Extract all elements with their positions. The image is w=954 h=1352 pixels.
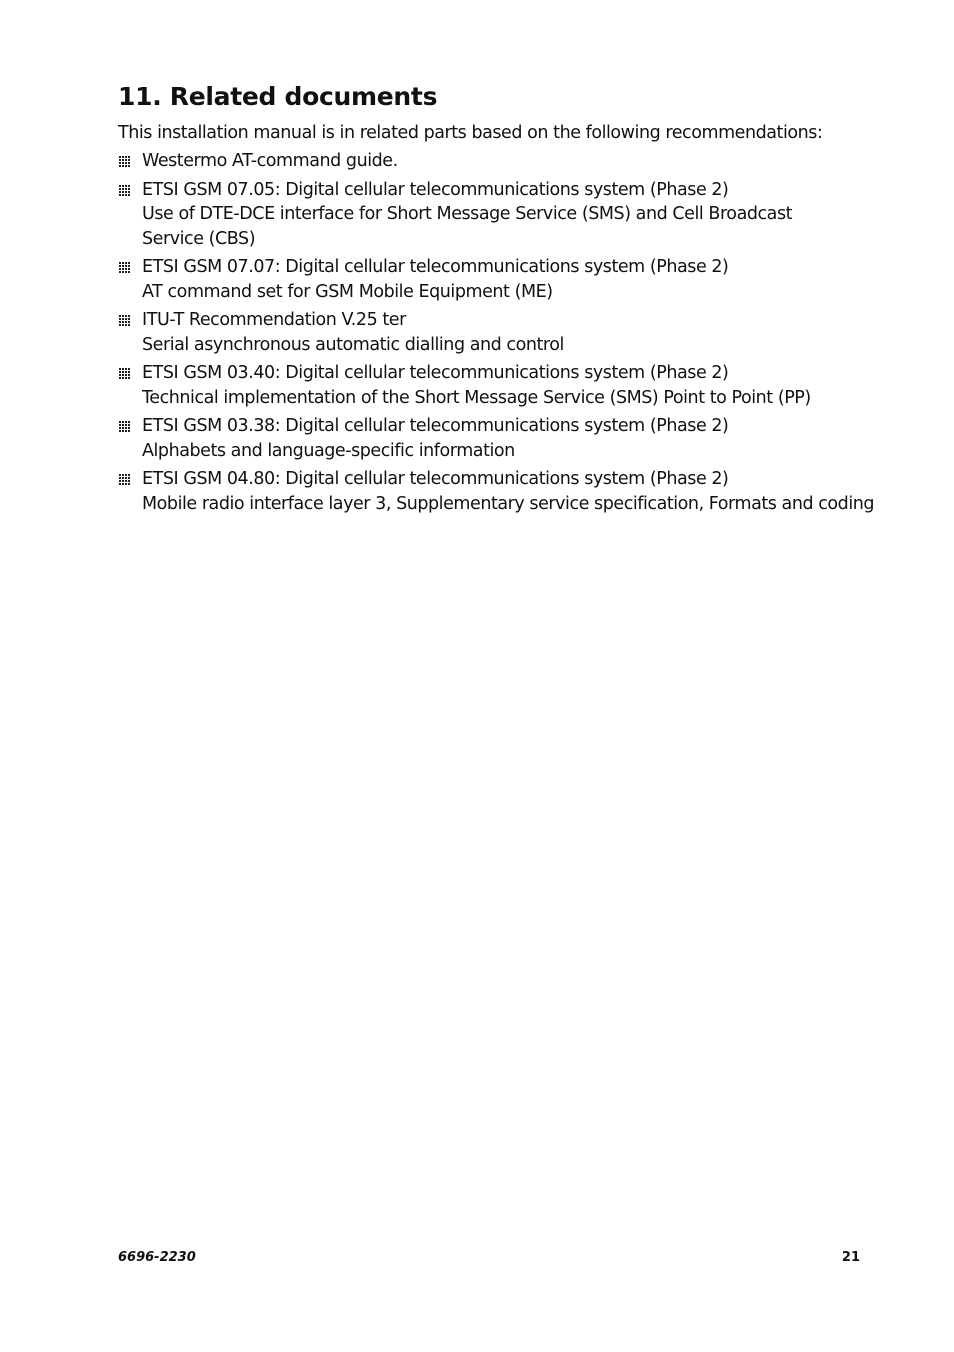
list-item: [118, 361, 898, 410]
reference-title: Westermo AT-command guide.: [142, 151, 398, 171]
list-item: [118, 178, 898, 252]
reference-description: AT command set for GSM Mobile Equipment (ME): [142, 281, 553, 302]
reference-description: Technical implementation of the Short Message Service (SMS) Point to Point (PP): [142, 387, 811, 408]
intro-paragraph: This installation manual is in related parts based on the following recommendations:: [118, 123, 823, 143]
document-number: 6696-2230: [118, 1250, 196, 1265]
dot-grid-icon: [119, 315, 130, 326]
reference-title: ETSI GSM 03.38: Digital cellular telecommunications system (Phase 2): [142, 416, 729, 436]
reference-title: ETSI GSM 03.40: Digital cellular telecommunications system (Phase 2): [142, 363, 729, 383]
reference-title: ETSI GSM 07.05: Digital cellular telecommunications system (Phase 2): [142, 179, 729, 200]
reference-title: ITU-T Recommendation V.25 ter: [142, 310, 406, 330]
dot-grid-icon: [119, 156, 130, 167]
dot-grid-icon: [119, 368, 130, 379]
dot-grid-icon: [119, 185, 130, 196]
dot-grid-icon: [119, 474, 130, 485]
list-item: [118, 255, 898, 304]
reference-description: Use of DTE-DCE interface for Short Message Service (SMS) and Cell Broadcast: [142, 204, 793, 224]
list-item: [118, 467, 898, 516]
list-item: [118, 414, 898, 463]
reference-description: Serial asynchronous automatic dialling and control: [142, 334, 564, 355]
list-item: [118, 149, 898, 174]
reference-description: Mobile radio interface layer 3, Supplementary service specification, Formats and coding: [142, 493, 875, 514]
list-item: [118, 308, 898, 357]
dot-grid-icon: [119, 262, 130, 273]
reference-list: [118, 149, 898, 520]
reference-description: Service (CBS): [142, 228, 256, 249]
page-title: 11. Related documents: [118, 82, 438, 111]
dot-grid-icon: [119, 421, 130, 432]
reference-title: ETSI GSM 07.07: Digital cellular telecommunications system (Phase 2): [142, 257, 729, 277]
page-number: 21: [841, 1250, 860, 1265]
reference-description: Alphabets and language-specific information: [142, 440, 515, 461]
reference-title: ETSI GSM 04.80: Digital cellular telecommunications system (Phase 2): [142, 469, 729, 489]
